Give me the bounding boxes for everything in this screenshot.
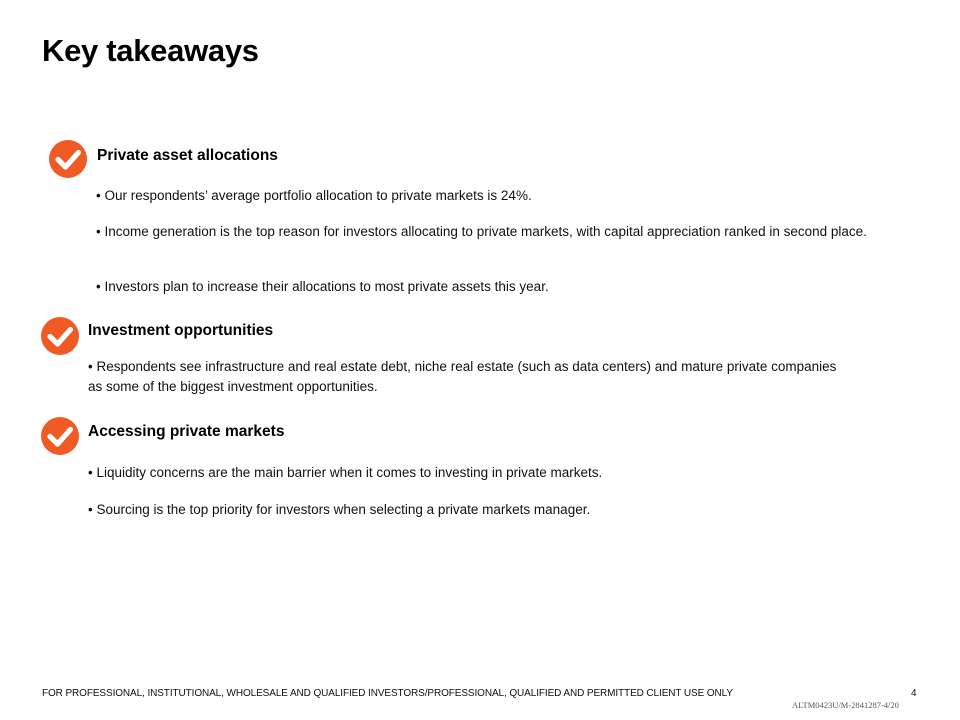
bullet-average-allocation: • Our respondents’ average portfolio allocation to private markets is 24%. — [96, 188, 532, 203]
bullet-income-generation: • Income generation is the top reason for investors allocating to private markets, with capital appreciation ranked in second place. — [96, 224, 867, 239]
document-code: ALTM0423U/M-2841287-4/20 — [792, 700, 899, 710]
footer-disclaimer: FOR PROFESSIONAL, INSTITUTIONAL, WHOLESALE AND QUALIFIED INVESTORS/PROFESSIONAL, QUALIFIED AND PERMITTED CLIENT USE ONLY — [42, 688, 733, 699]
bullet-liquidity-concerns: • Liquidity concerns are the main barrier when it comes to investing in private markets. — [88, 465, 603, 480]
checkmark-icon — [40, 316, 80, 356]
bullet-sourcing-priority: • Sourcing is the top priority for investors when selecting a private markets manager. — [88, 502, 591, 517]
section-heading-accessing-private-markets: Accessing private markets — [88, 423, 285, 440]
bullet-increase-allocations: • Investors plan to increase their allocations to most private assets this year. — [96, 279, 549, 294]
checkmark-icon — [48, 139, 88, 179]
section-heading-investment-opportunities: Investment opportunities — [88, 322, 274, 339]
bullet-investment-opportunities: • Respondents see infrastructure and real estate debt, niche real estate (such as data centers) and mature private companies as some of the biggest investment opportunities. — [88, 359, 837, 394]
page-title: Key takeaways — [42, 33, 259, 68]
checkmark-icon — [40, 416, 80, 456]
section-heading-private-asset-allocations: Private asset allocations — [97, 147, 278, 164]
page-number: 4 — [911, 688, 917, 699]
